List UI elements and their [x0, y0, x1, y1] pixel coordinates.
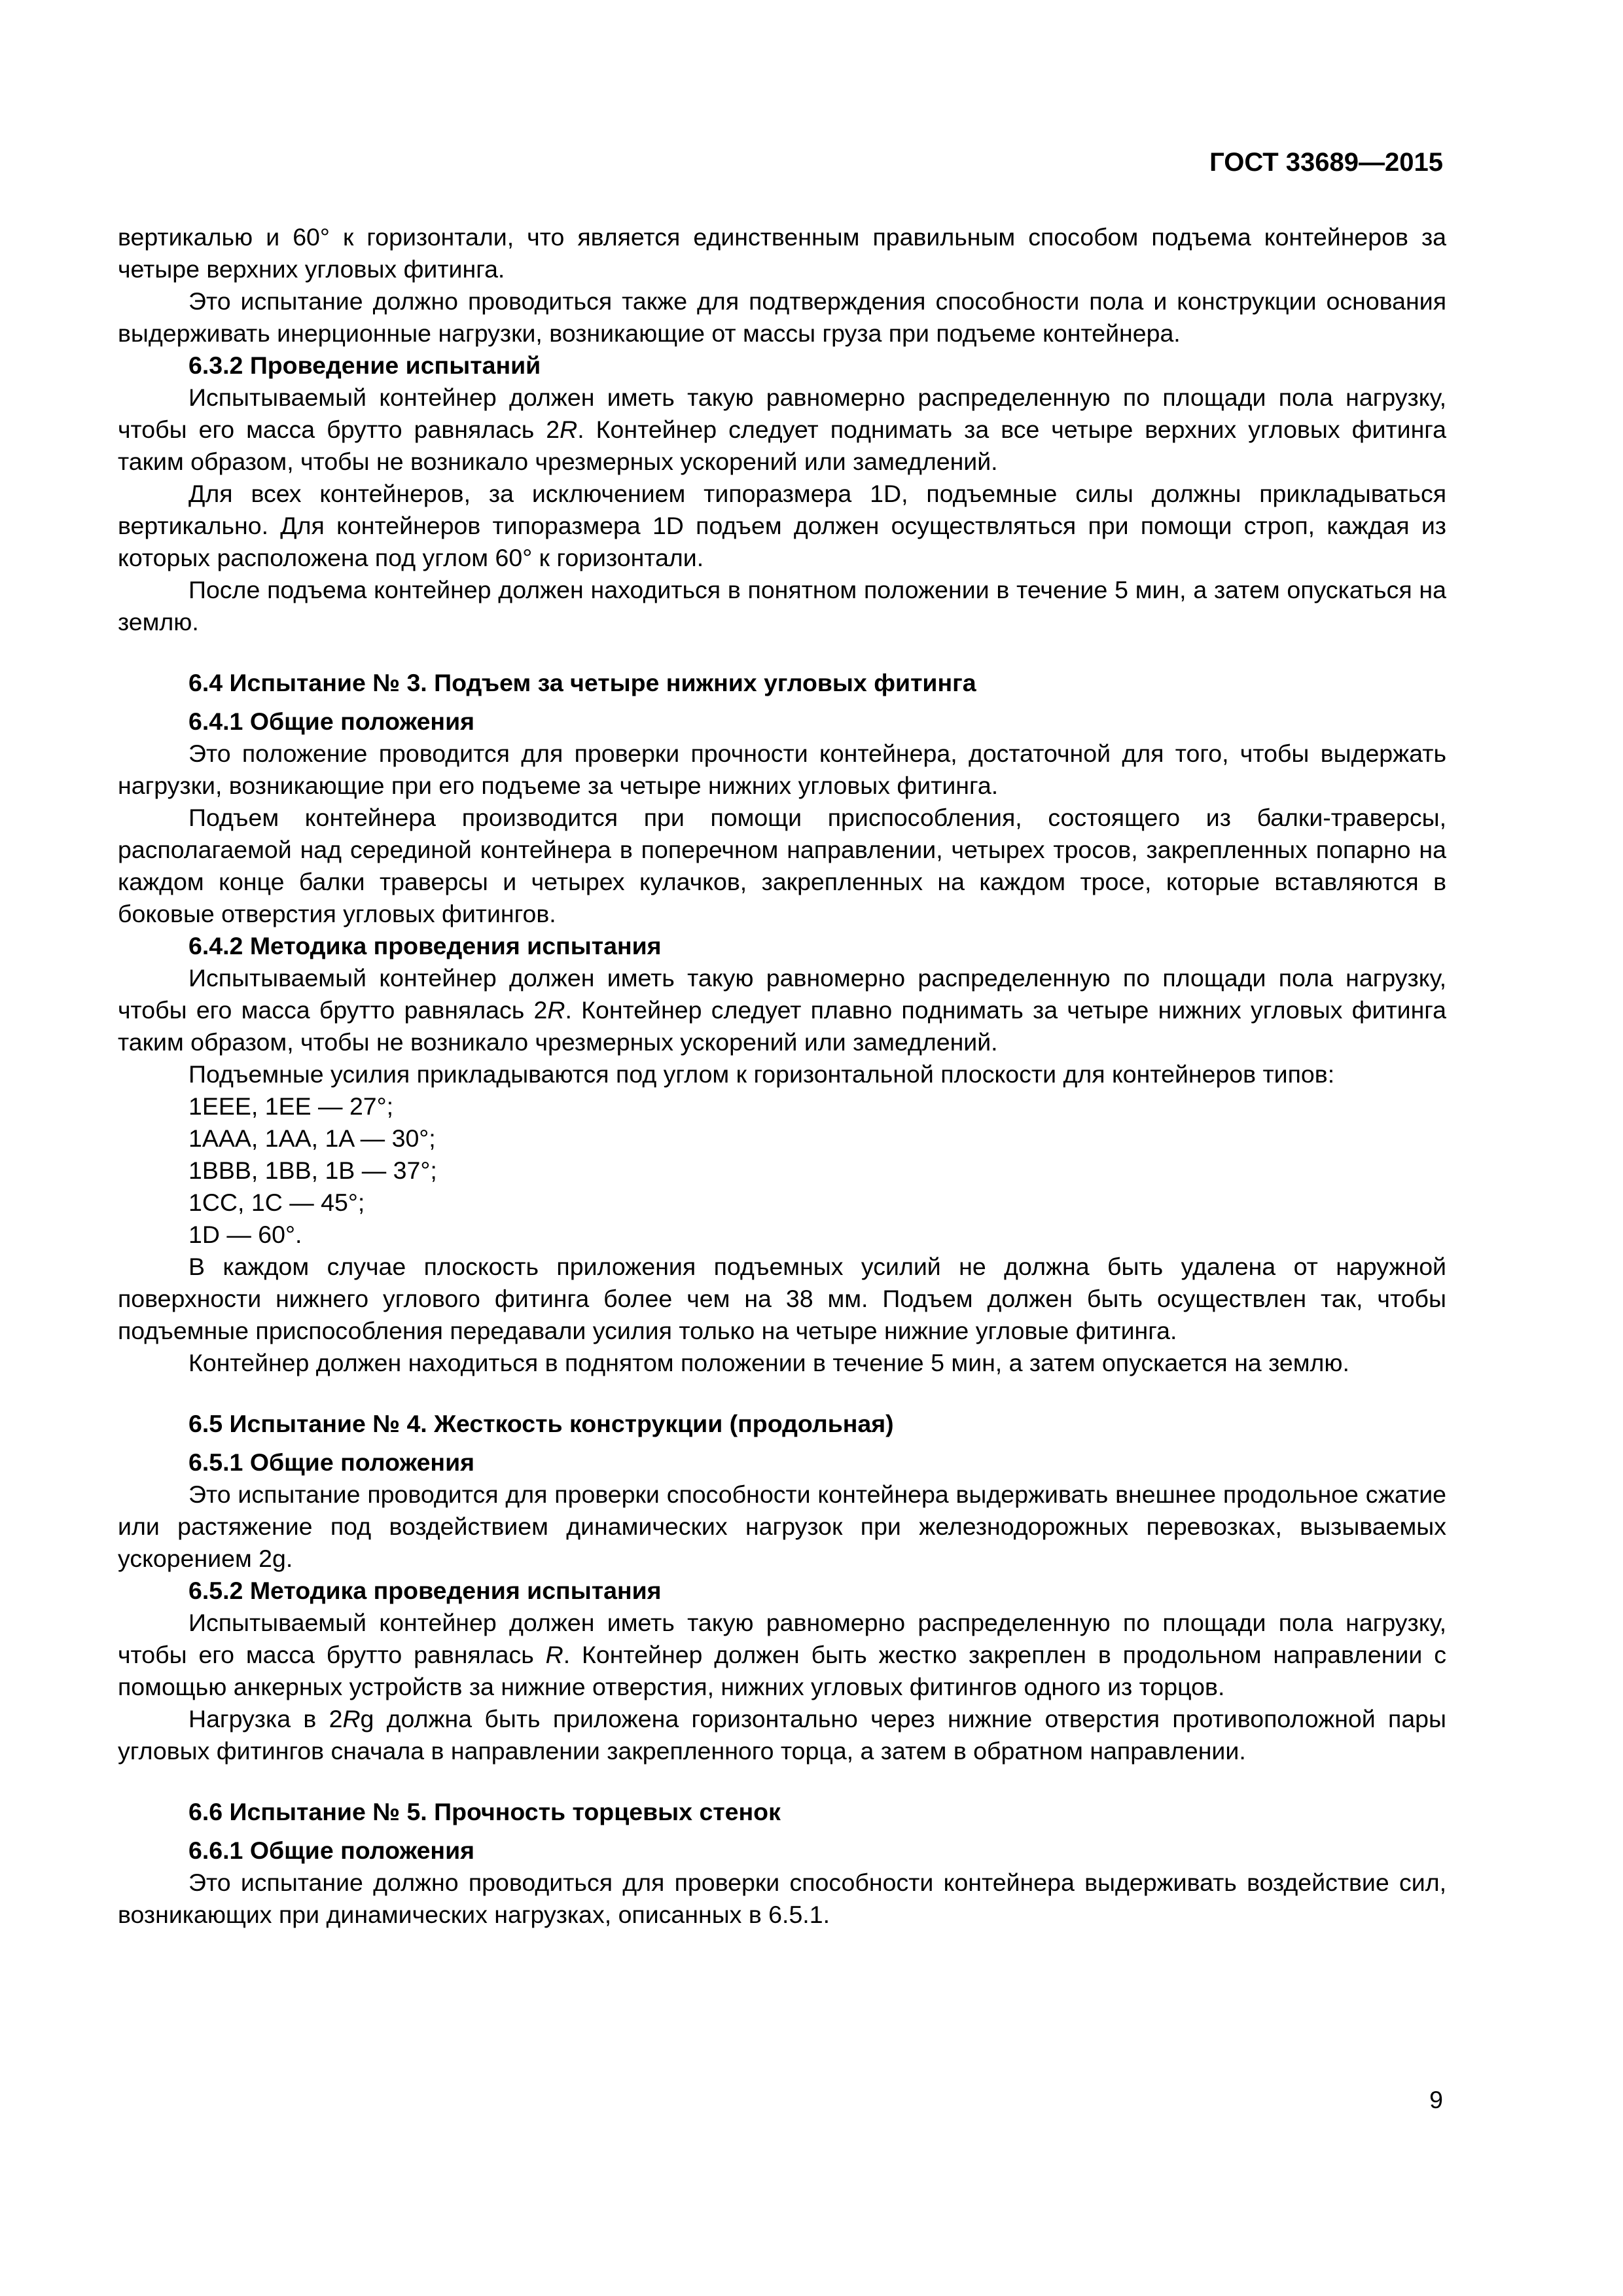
- paragraph: Подъем контейнера производится при помощи приспособления, состоящего из балки-траверсы, располагаемой над серединой контейнера в поперечном направлении, четырех тросов, закрепленных попарно на каждом конце балки траверсы и четырех кулачков, закрепленных на каждом тросе, которые вставляются в боковые отверстия угловых фитингов.: [118, 804, 1446, 927]
- italic-symbol: R: [545, 1641, 563, 1668]
- section-title-6-5: 6.5 Испытание № 4. Жесткость конструкции (продольная): [188, 1410, 894, 1437]
- section-title-6-6: 6.6 Испытание № 5. Прочность торцевых стенок: [188, 1798, 781, 1825]
- section-title-6-4: 6.4 Испытание № 3. Подъем за четыре нижних угловых фитинга: [188, 669, 976, 696]
- paragraph: Это испытание проводится для проверки способности контейнера выдерживать внешнее продольное сжатие или растяжение под воздействием динамических нагрузок при железнодорожных перевозках, вызываемых ускорением 2g.: [118, 1480, 1446, 1572]
- subsection-title-6-5-1: 6.5.1 Общие положения: [188, 1448, 475, 1476]
- text-run: . Контейнер следует плавно поднимать за четыре нижних угловых фитинга таким образом, чтобы не возникало чрезмерных ускорений или замедлений.: [118, 996, 1446, 1056]
- paragraph: Подъемные усилия прикладываются под углом к горизонтальной плоскости для контейнеров типов:: [188, 1060, 1335, 1088]
- subsection-title-6-4-1: 6.4.1 Общие положения: [188, 708, 475, 735]
- paragraph: [118, 1703, 1446, 1767]
- text-run: . Контейнер должен быть жестко закреплен в продольном направлении с помощью анкерных устройств за нижние отверстия, нижних угловых фитингов одного из торцов.: [118, 1641, 1446, 1700]
- paragraph: В каждом случае плоскость приложения подъемных усилий не должна быть удалена от наружной поверхности нижнего углового фитинга более чем на 38 мм. Подъем должен быть осуществлен так, чтобы подъемные приспособления передавали усилия только на четыре нижние угловые фитинга.: [118, 1253, 1446, 1344]
- text-run: Испытываемый контейнер должен иметь такую равномерно распределенную по площади пола нагрузку, чтобы его масса брутто равнялась 2: [118, 384, 1446, 443]
- subsection-title-6-6-1: 6.6.1 Общие положения: [188, 1837, 475, 1864]
- text-run: . Контейнер следует поднимать за все четыре верхних угловых фитинга таким образом, чтобы не возникало чрезмерных ускорений или замедлений.: [118, 416, 1446, 475]
- document-code-header: ГОСТ 33689—2015: [1209, 148, 1443, 177]
- subsection-title-6-4-2: 6.4.2 Методика проведения испытания: [188, 932, 662, 960]
- paragraph: Это испытание должно проводиться для проверки способности контейнера выдерживать воздействие сил, возникающих при динамических нагрузках, описанных в 6.5.1.: [118, 1869, 1446, 1928]
- text-run: Нагрузка в 2: [188, 1705, 343, 1732]
- text-run: g должна быть приложена горизонтально через нижние отверстия противоположной пары угловых фитингов сначала в направлении закрепленного торца, а затем в обратном направлении.: [118, 1705, 1446, 1765]
- paragraph: Для всех контейнеров, за исключением типоразмера 1D, подъемные силы должны прикладываться вертикально. Для контейнеров типоразмера 1D подъем должен осуществляться при помощи строп, каждая из которых расположена под углом 60° к горизонтали.: [118, 480, 1446, 571]
- subsection-title-6-3-2: 6.3.2 Проведение испытаний: [188, 351, 541, 379]
- list-item: 1D — 60°.: [188, 1221, 302, 1248]
- list-item: 1BBB, 1BB, 1B — 37°;: [188, 1157, 437, 1184]
- list-item: 1CC, 1C — 45°;: [188, 1189, 365, 1216]
- italic-symbol: R: [560, 416, 578, 443]
- italic-symbol: R: [342, 1705, 361, 1732]
- paragraph: Это положение проводится для проверки прочности контейнера, достаточной для того, чтобы выдержать нагрузки, возникающие при его подъеме за четыре нижних угловых фитинга.: [118, 740, 1446, 799]
- text-run: Испытываемый контейнер должен иметь такую равномерно распределенную по площади пола нагрузку, чтобы его масса брутто равнялась: [118, 1609, 1446, 1668]
- paragraph: [118, 382, 1446, 478]
- list-item: 1AAA, 1AA, 1A — 30°;: [188, 1124, 436, 1152]
- paragraph: [118, 962, 1446, 1058]
- paragraph: Контейнер должен находиться в поднятом положении в течение 5 мин, а затем опускается на землю.: [188, 1349, 1349, 1376]
- italic-symbol: R: [547, 996, 565, 1024]
- list-item: 1EEE, 1EE — 27°;: [188, 1092, 394, 1120]
- page-number: 9: [1429, 2086, 1443, 2113]
- paragraph: После подъема контейнер должен находиться в понятном положении в течение 5 мин, а затем опускаться на землю.: [118, 576, 1446, 636]
- document-body: [118, 221, 1446, 1931]
- subsection-title-6-5-2: 6.5.2 Методика проведения испытания: [188, 1577, 662, 1604]
- text-run: Испытываемый контейнер должен иметь такую равномерно распределенную по площади пола нагрузку, чтобы его масса брутто равнялась 2: [118, 964, 1446, 1024]
- paragraph: [118, 1607, 1446, 1703]
- paragraph: Это испытание должно проводиться также для подтверждения способности пола и конструкции основания выдерживать инерционные нагрузки, возникающие от массы груза при подъеме контейнера.: [118, 287, 1446, 347]
- paragraph-continuation: вертикалью и 60° к горизонтали, что является единственным правильным способом подъема контейнеров за четыре верхних угловых фитинга.: [118, 223, 1446, 283]
